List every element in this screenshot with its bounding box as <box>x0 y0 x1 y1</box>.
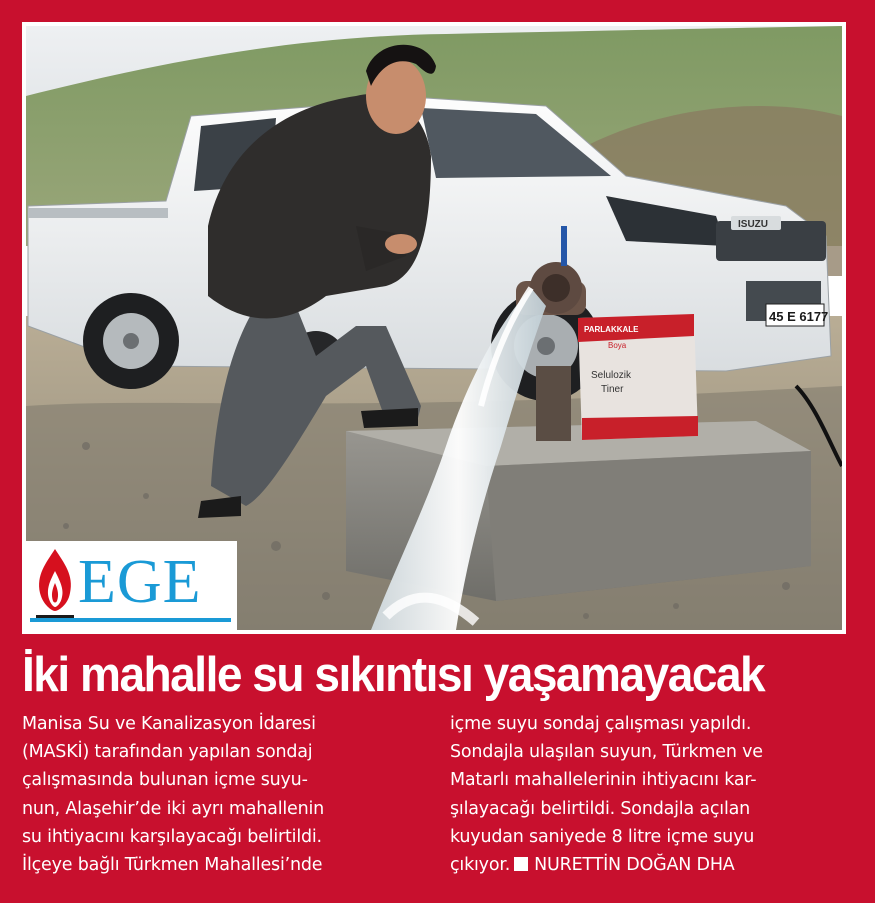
body-line: Matarlı mahallelerinin ihtiyacını kar- <box>450 770 757 791</box>
body-line: içme suyu sondaj çalışması yapıldı. <box>450 714 752 734</box>
truck-brand: ISUZU <box>738 219 768 230</box>
body-line: Sondajla ulaşılan suyun, Türkmen ve <box>450 742 763 763</box>
body-line: çalışmasında bulunan içme suyu- <box>22 770 308 791</box>
body-line: kuyudan saniyede 8 litre içme suyu <box>450 826 755 847</box>
can-brand: PARLAKKALE <box>584 325 639 334</box>
body-last-line <box>450 851 850 879</box>
headline: İki mahalle su sıkıntısı yaşamayacak <box>22 648 765 702</box>
can-product-line2: Tiner <box>601 384 624 395</box>
body-line: su ihtiyacını karşılayacağı belirtildi. <box>22 826 322 847</box>
flame-icon <box>30 545 80 625</box>
can-sub-brand: Boya <box>608 341 627 350</box>
body-line: nun, Alaşehir’de iki ayrı mahallenin <box>22 798 325 819</box>
article-body-left <box>22 710 427 879</box>
byline-square-icon <box>514 857 528 871</box>
license-plate: 45 E 6177 <box>769 309 829 324</box>
body-last-text: çıkıyor. <box>450 855 511 876</box>
ege-logo <box>24 541 237 630</box>
logo-text: EGE <box>78 548 202 616</box>
paint-can <box>578 314 698 440</box>
body-line: şılayacağı belirtildi. Sondajla açılan <box>450 798 751 819</box>
body-line: Manisa Su ve Kanalizasyon İdaresi <box>22 714 316 734</box>
article-body-right <box>450 710 850 879</box>
body-line: İlçeye bağlı Türkmen Mahallesi’nde <box>22 855 323 876</box>
body-line: (MASKİ) tarafından yapılan sondaj <box>22 742 313 763</box>
logo-underline <box>30 618 231 622</box>
news-photo <box>26 26 842 630</box>
can-product-line1: Selulozik <box>591 370 632 381</box>
byline: NURETTİN DOĞAN DHA <box>534 855 735 876</box>
